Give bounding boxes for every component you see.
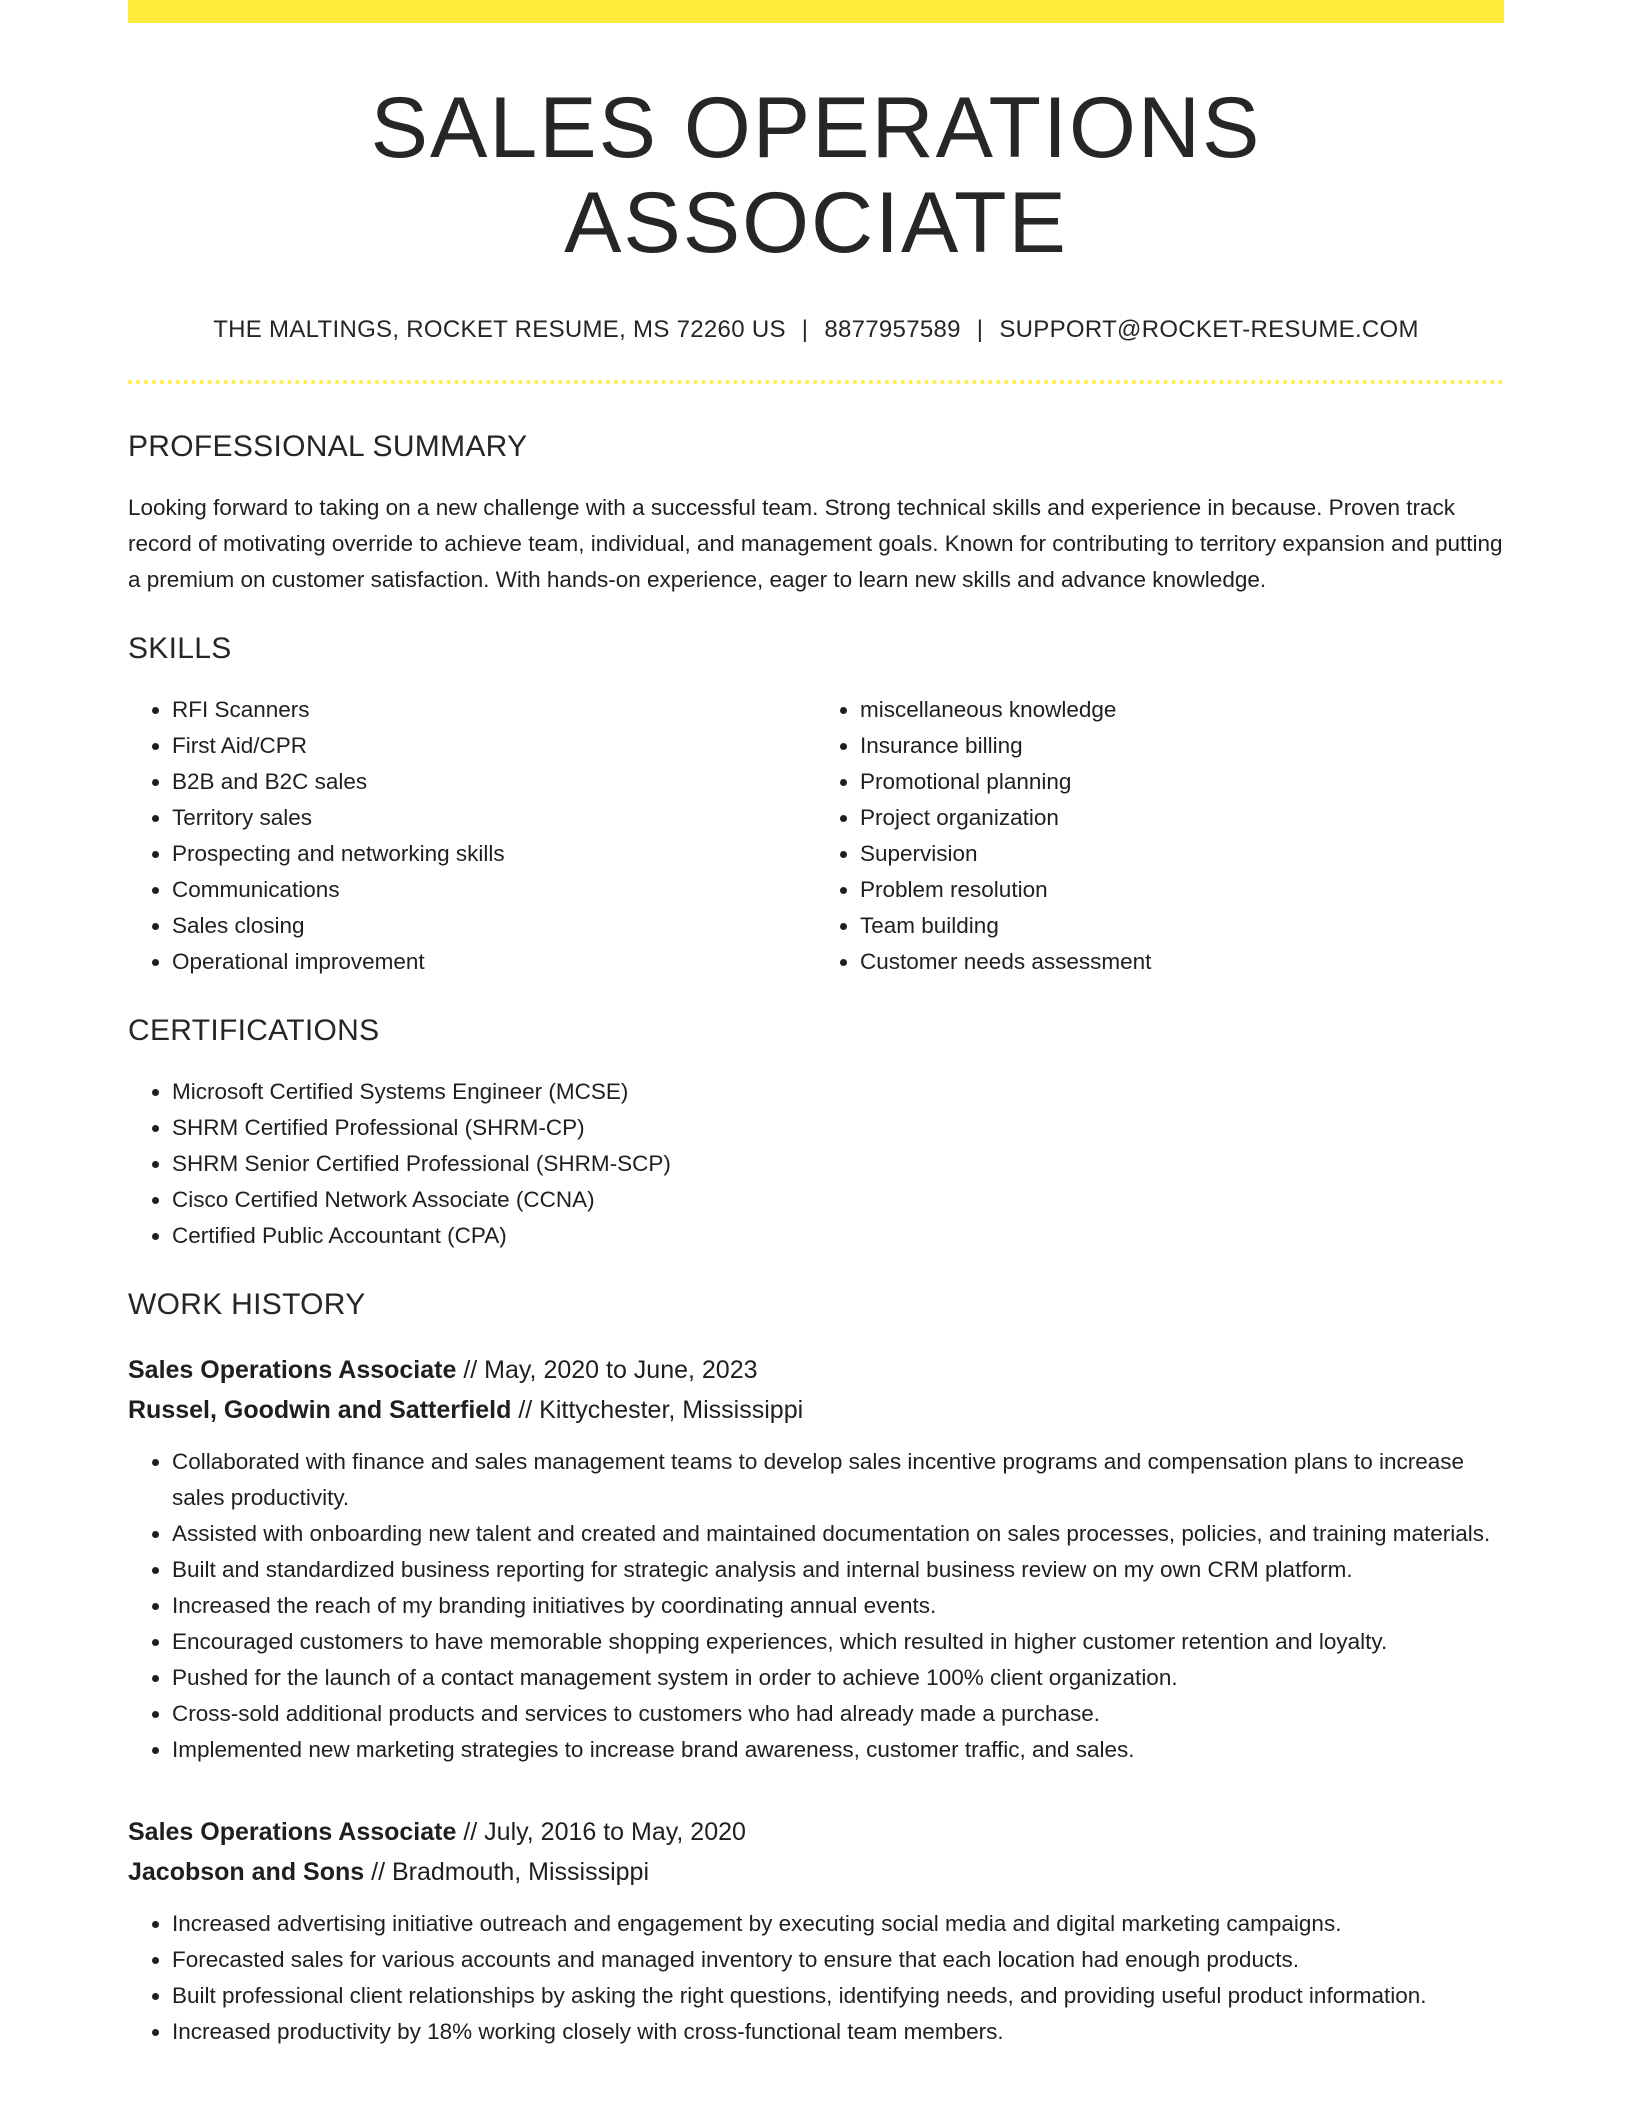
phone: 8877957589 (824, 316, 961, 344)
skill-item: • RFI Scanners (172, 692, 816, 728)
job-bullet: • Increased productivity by 18% working closely with cross-functional team members. (172, 2014, 1504, 2050)
job-role-line (128, 1350, 1504, 1390)
job-entry (128, 1350, 1504, 1768)
job-company: Jacobson and Sons (128, 1858, 365, 1887)
summary-heading: PROFESSIONAL SUMMARY (128, 430, 528, 464)
contact-line (128, 316, 1504, 344)
job-bullet: • Cross-sold additional products and services to customers who had already made a purchase. (172, 1696, 1504, 1732)
skill-item: • Operational improvement (172, 944, 816, 980)
job-bullet: • Increased the reach of my branding initiatives by coordinating annual events. (172, 1588, 1504, 1624)
address: THE MALTINGS, ROCKET RESUME, MS 72260 US (213, 316, 786, 344)
skill-item: • Supervision (860, 836, 1504, 872)
skill-item: • miscellaneous knowledge (860, 692, 1504, 728)
email: SUPPORT@ROCKET-RESUME.COM (999, 316, 1419, 344)
candidate-title: SALES OPERATIONS ASSOCIATE (370, 80, 1262, 271)
job-bullet: • Built and standardized business reporting for strategic analysis and internal business review on my own CRM platform. (172, 1552, 1504, 1588)
contact-separator: | (976, 316, 984, 344)
skill-item: • Prospecting and networking skills (172, 836, 816, 872)
job-dates: // May, 2020 to June, 2023 (463, 1356, 758, 1385)
skill-item: • Team building (860, 908, 1504, 944)
contact-separator: | (801, 316, 809, 344)
work-history-heading: WORK HISTORY (128, 1288, 366, 1322)
job-bullet: • Built professional client relationships by asking the right questions, identifying needs, and providing useful product information. (172, 1978, 1504, 2014)
skill-item: • Promotional planning (860, 764, 1504, 800)
job-company-line (128, 1390, 1504, 1430)
skill-item: • Communications (172, 872, 816, 908)
skill-item: • Sales closing (172, 908, 816, 944)
job-location: // Kittychester, Mississippi (518, 1396, 804, 1425)
skill-item: • First Aid/CPR (172, 728, 816, 764)
skill-item: • Problem resolution (860, 872, 1504, 908)
job-entry (128, 1812, 1504, 2050)
job-bullet: • Pushed for the launch of a contact management system in order to achieve 100% client organization. (172, 1660, 1504, 1696)
job-company: Russel, Goodwin and Satterfield (128, 1396, 512, 1425)
skill-item: • Project organization (860, 800, 1504, 836)
job-bullet: • Collaborated with finance and sales management teams to develop sales incentive programs and compensation plans to increase sales productivity. (172, 1444, 1504, 1516)
job-bullet: • Assisted with onboarding new talent and created and maintained documentation on sales processes, policies, and training materials. (172, 1516, 1504, 1552)
certification-item: • Certified Public Accountant (CPA) (172, 1218, 1504, 1254)
job-role: Sales Operations Associate (128, 1818, 457, 1847)
job-role-line (128, 1812, 1504, 1852)
dotted-divider (128, 380, 1504, 384)
summary-text: Looking forward to taking on a new challenge with a successful team. Strong technical skills and experience in because. Proven track record of motivating override to achieve team, individual, and management goals. Known for contributing to territory expansion and putting a premium on customer satisfaction. With hands-on experience, eager to learn new skills and advance knowledge. (128, 495, 1503, 593)
job-company-line (128, 1852, 1504, 1892)
skill-item: • Territory sales (172, 800, 816, 836)
job-bullets (128, 1906, 1504, 2050)
skills-list (128, 692, 1504, 980)
certifications-list (128, 1074, 1504, 1254)
skills-left-column (128, 692, 816, 980)
job-role: Sales Operations Associate (128, 1356, 457, 1385)
skills-right-column (816, 692, 1504, 980)
skills-heading: SKILLS (128, 632, 232, 666)
certification-item: • Microsoft Certified Systems Engineer (MCSE) (172, 1074, 1504, 1110)
certifications-heading: CERTIFICATIONS (128, 1014, 380, 1048)
job-bullet: • Implemented new marketing strategies to increase brand awareness, customer traffic, and sales. (172, 1732, 1504, 1768)
job-bullet: • Increased advertising initiative outreach and engagement by executing social media and digital marketing campaigns. (172, 1906, 1504, 1942)
resume-page (128, 0, 1504, 2050)
skill-item: • B2B and B2C sales (172, 764, 816, 800)
job-bullet: • Encouraged customers to have memorable shopping experiences, which resulted in higher customer retention and loyalty. (172, 1624, 1504, 1660)
certification-item: • SHRM Certified Professional (SHRM-CP) (172, 1110, 1504, 1146)
accent-bar (128, 0, 1504, 23)
job-dates: // July, 2016 to May, 2020 (463, 1818, 746, 1847)
certification-item: • SHRM Senior Certified Professional (SHRM-SCP) (172, 1146, 1504, 1182)
job-bullet: • Forecasted sales for various accounts and managed inventory to ensure that each location had enough products. (172, 1942, 1504, 1978)
certification-item: • Cisco Certified Network Associate (CCNA) (172, 1182, 1504, 1218)
job-location: // Bradmouth, Mississippi (371, 1858, 649, 1887)
job-bullets (128, 1444, 1504, 1768)
skill-item: • Insurance billing (860, 728, 1504, 764)
skill-item: • Customer needs assessment (860, 944, 1504, 980)
